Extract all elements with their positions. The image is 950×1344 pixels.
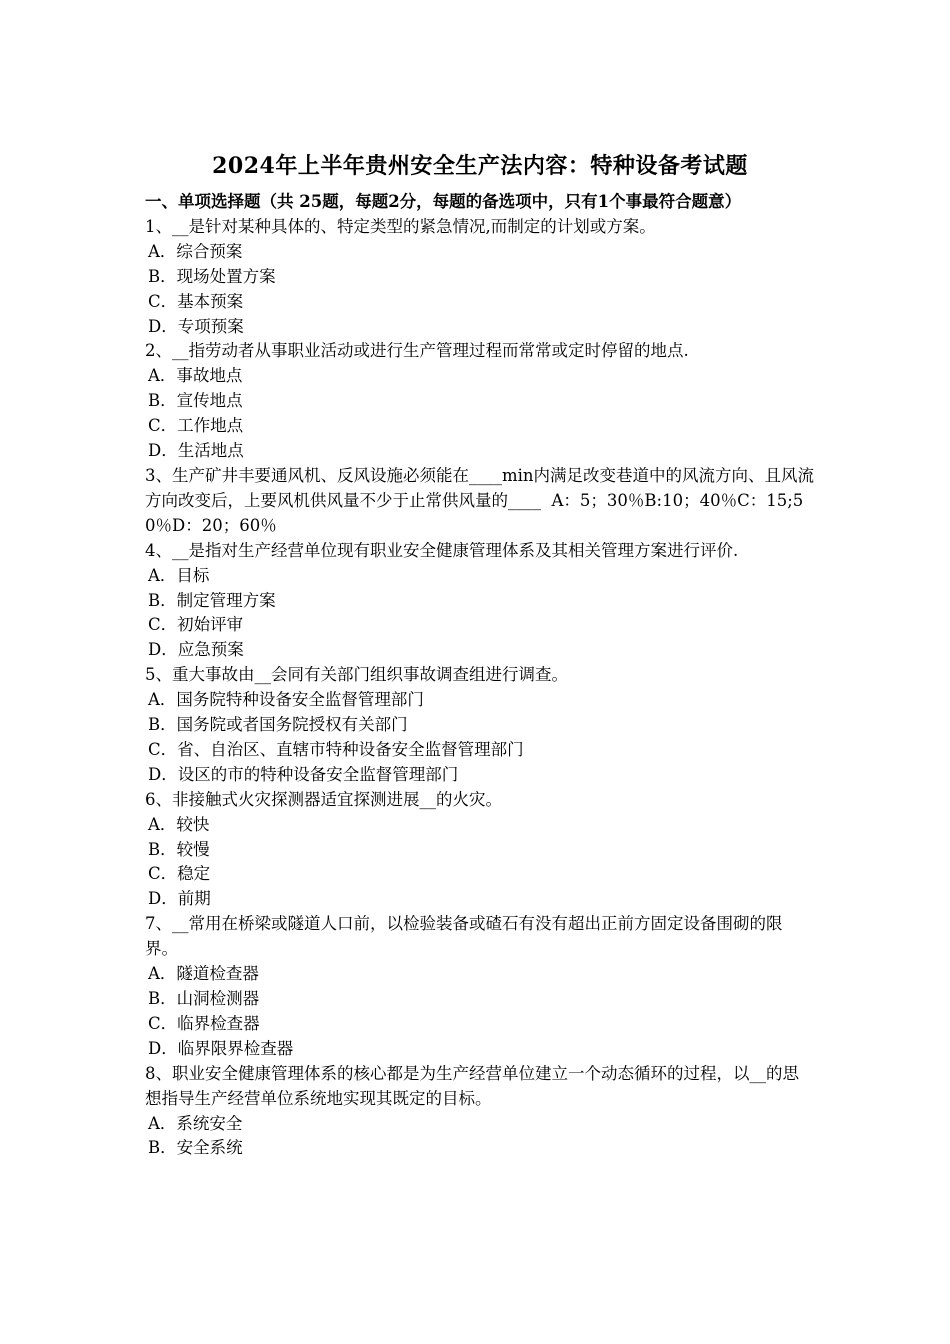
question-text: 6、非接触式火灾探测器适宜探测进展__的火灾。 xyxy=(145,789,502,809)
question-text: 7、__常用在桥梁或隧道人口前，以检验装备或碴石有没有超出正前方固定设备围砌的限界。 xyxy=(145,914,783,959)
answer-option: B．制定管理方案 xyxy=(148,590,276,610)
answer-option: A．目标 xyxy=(148,565,210,585)
document-title: 2024年上半年贵州安全生产法内容：特种设备考试题 xyxy=(212,153,748,179)
answer-option: D．专项预案 xyxy=(148,316,244,336)
answer-option: D．前期 xyxy=(148,889,211,909)
answer-option: B．宣传地点 xyxy=(148,391,243,411)
answer-option: B．国务院或者国务院授权有关部门 xyxy=(148,715,408,735)
answer-option: C．工作地点 xyxy=(148,416,244,436)
section-heading: 一、单项选择题（共 25题，每题2分，每题的备选项中，只有1个事最符合题意） xyxy=(145,192,742,211)
question-text: 3、生产矿井丰要通风机、反风设施必须能在____min内满足改变巷道中的风流方向、且风流方向改变后，上要风机供风量不少于止常供风量的____ A：5；30％B:10；40％C：15;50％D：20；60％ xyxy=(145,465,815,535)
answer-option: C．基本预案 xyxy=(148,291,244,311)
answer-option: B．安全系统 xyxy=(148,1138,243,1158)
question-text: 5、重大事故由__会同有关部门组织事故调查组进行调查。 xyxy=(145,665,568,685)
answer-option: A．较快 xyxy=(148,814,210,834)
answer-option: A．隧道检查器 xyxy=(148,964,259,984)
answer-option: B．较慢 xyxy=(148,839,210,859)
question-text: 4、__是指对生产经营单位现有职业安全健康管理体系及其相关管理方案进行评价. xyxy=(145,540,739,560)
answer-option: D．设区的市的特种设备安全监督管理部门 xyxy=(148,764,459,784)
answer-option: D．临界限界检查器 xyxy=(148,1038,294,1058)
answer-option: C．省、自治区、直辖市特种设备安全监督管理部门 xyxy=(148,739,524,759)
answer-option: B．现场处置方案 xyxy=(148,266,276,286)
answer-option: C．临界检查器 xyxy=(148,1013,260,1033)
answer-option: A．系统安全 xyxy=(148,1113,243,1133)
question-text: 1、__是针对某种具体的、特定类型的紧急情况,而制定的计划或方案。 xyxy=(145,216,656,236)
answer-option: A．综合预案 xyxy=(148,241,243,261)
answer-option: C．初始评审 xyxy=(148,615,244,635)
question-text: 2、__指劳动者从事职业活动或进行生产管理过程而常常或定时停留的地点. xyxy=(145,341,689,361)
answer-option: D．生活地点 xyxy=(148,441,244,461)
answer-option: D．应急预案 xyxy=(148,640,244,660)
answer-option: A．国务院特种设备安全监督管理部门 xyxy=(148,690,424,710)
document-page xyxy=(145,150,815,1161)
question-list xyxy=(145,215,815,1161)
answer-option: B．山洞检测器 xyxy=(148,989,260,1008)
question-text: 8、职业安全健康管理体系的核心都是为生产经营单位建立一个动态循环的过程，以__的思想指导生产经营单位系统地实现其既定的目标。 xyxy=(145,1063,799,1108)
answer-option: C．稳定 xyxy=(148,864,211,884)
answer-option: A．事故地点 xyxy=(148,366,243,386)
